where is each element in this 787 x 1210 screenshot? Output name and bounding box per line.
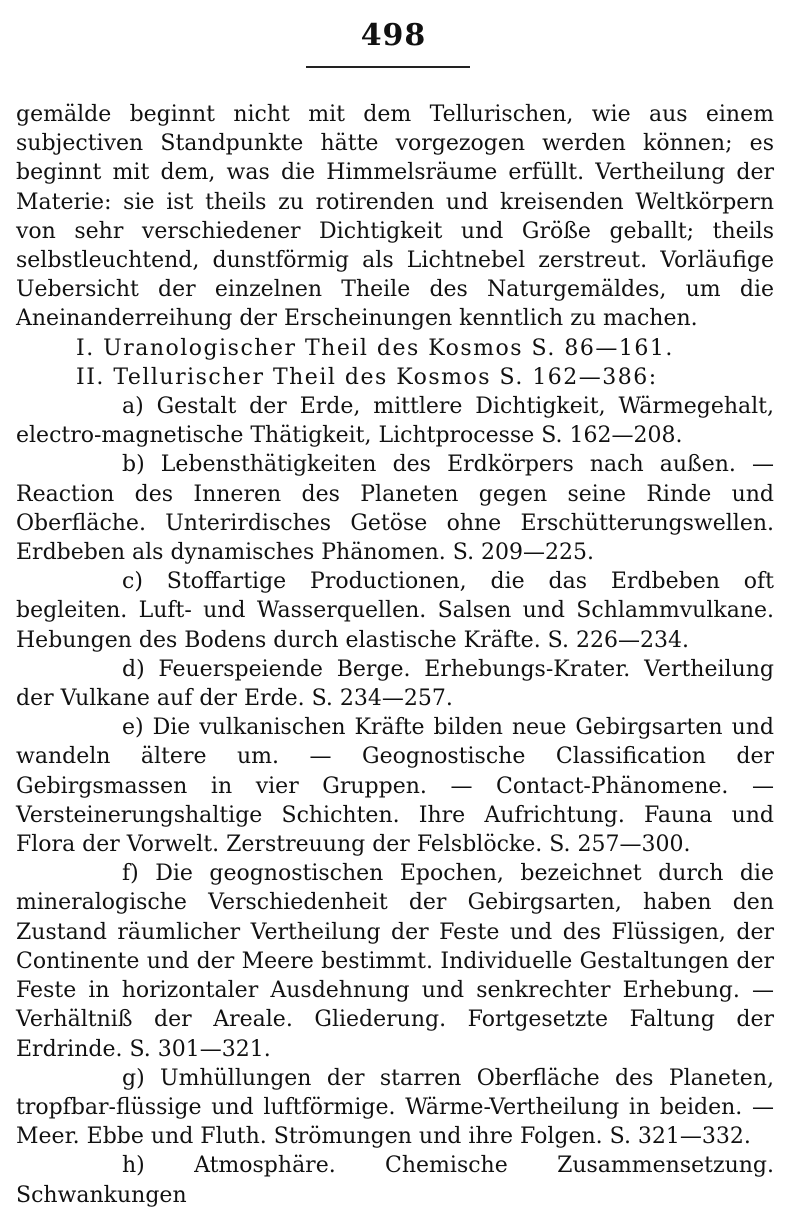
list-item-f: f) Die geognostischen Epochen, bezeichnet durch die mineralogische Verschiedenheit der Gebirgsarten, haben den Zustand räumlicher Vertheilung der Feste und des Flüssigen, der Continente und der Meere bestimmt. Individuelle Gestaltungen der Feste in horizontaler Ausdehnung und senkrechter Erhebung. — Verhältniß der Areale. Gliederung. Fortgesetzte Faltung der Erdrinde. S. 301—321.: [16, 861, 774, 1062]
list-item-a: a) Gestalt der Erde, mittlere Dichtigkeit, Wärmegehalt, electro-magnetische Thätigkeit, Lichtprocesse S. 162—208.: [16, 394, 774, 449]
header-rule: [306, 66, 470, 68]
list-item-e: e) Die vulkanischen Kräfte bilden neue Gebirgsarten und wandeln ältere um. — Geognostische Classification der Gebirgsmassen in vier Gruppen. — Contact-Phänomene. — Versteinerungshaltige Schichten. Ihre Aufrichtung. Fauna und Flora der Vorwelt. Zerstreuung der Felsblöcke. S. 257—300.: [16, 715, 774, 858]
list-item-g: g) Umhüllungen der starren Oberfläche des Planeten, tropfbar-flüssige und luftförmige. Wärme-Vertheilung in beiden. — Meer. Ebbe und Fluth. Strömungen und ihre Folgen. S. 321—332.: [16, 1065, 774, 1150]
body-text: [16, 100, 774, 1210]
list-item-d: d) Feuerspeiende Berge. Erhebungs-Krater. Vertheilung der Vulkane auf der Erde. S. 234—257.: [16, 656, 774, 712]
list-item-b: b) Lebensthätigkeiten des Erdkörpers nach außen. — Reaction des Inneren des Planeten gegen seine Rinde und Oberfläche. Unterirdisches Getöse ohne Erschütterungswellen. Erdbeben als dynamisches Phänomen. S. 209—225.: [16, 452, 774, 566]
list-item-c: c) Stoffartige Productionen, die das Erdbeben oft begleiten. Luft- und Wasserquellen. Salsen und Schlammvulkane. Hebungen des Bodens durch elastische Kräfte. S. 226—234.: [16, 569, 774, 653]
intro-paragraph: gemälde beginnt nicht mit dem Tellurischen, wie aus einem subjectiven Standpunkte hätte vorgezogen werden können; es beginnt mit dem, was die Himmelsräume erfüllt. Vertheilung der Materie: sie ist theils zu rotirenden und kreisenden Weltkörpern von sehr verschiedener Dichtigkeit und Größe geballt; theils selbstleuchtend, dunstförmig als Lichtnebel zerstreut. Vorläufige Uebersicht der einzelnen Theile des Naturgemäldes, um die Aneinanderreihung der Erscheinungen kenntlich zu machen.: [16, 102, 774, 332]
list-item-h: h) Atmosphäre. Chemische Zusammensetzung. Schwankungen: [16, 1153, 774, 1208]
page-number: 498: [360, 18, 427, 53]
section-heading-uranologischer: I. Uranologischer Theil des Kosmos S. 86—161.: [76, 335, 674, 361]
section-heading-tellurischer: II. Tellurischer Theil des Kosmos S. 162—386:: [76, 364, 658, 390]
